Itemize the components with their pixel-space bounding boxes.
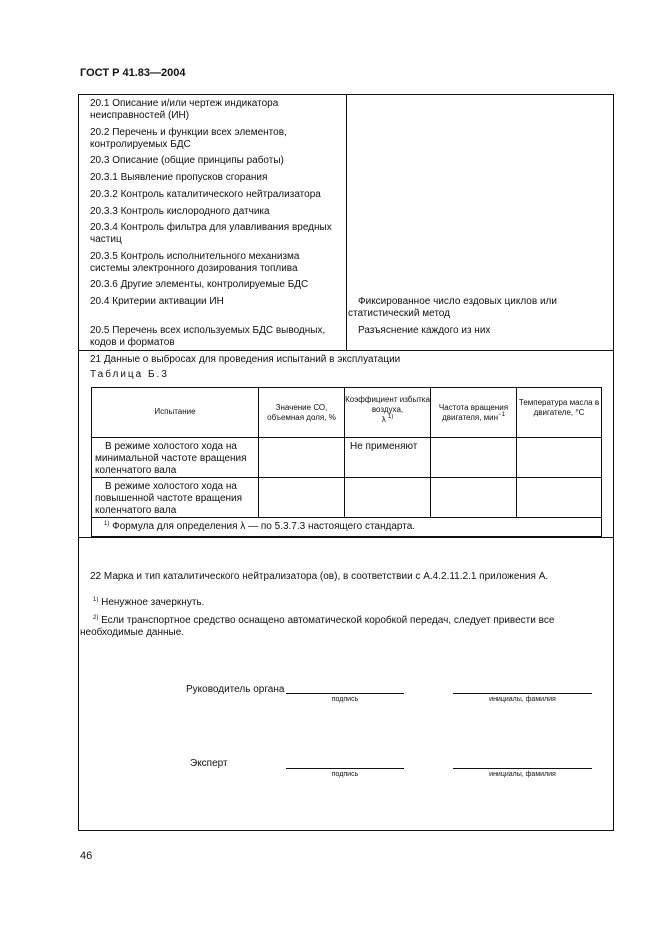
header-rpm xyxy=(431,403,516,423)
expert-signature-caption: подпись xyxy=(331,771,359,778)
footnote-2-text: Если транспортное средство оснащено автоматической коробкой передач, следует привести все необходимые данные. xyxy=(80,615,555,638)
item-20-1: 20.1 Описание и/или чертеж индикатора неисправностей (ИН) xyxy=(90,98,279,121)
section-divider xyxy=(78,350,614,351)
item-20-4: 20.4 Критерии активации ИН xyxy=(90,296,224,307)
item-20-5: 20.5 Перечень всех используемых БДС выводных, кодов и форматов xyxy=(90,325,326,348)
row-1-test: В режиме холостого хода на минимальной частоте вращения коленчатого вала xyxy=(95,441,247,476)
rpm-unit-exponent: −1 xyxy=(498,412,505,418)
row-2-test: В режиме холостого хода на повышенной частоте вращения коленчатого вала xyxy=(95,481,243,516)
table-row-line xyxy=(91,437,602,438)
item-20-3-5: 20.3.5 Контроль исполнительного механизма системы электронного дозирования топлива xyxy=(90,251,300,274)
header-lambda xyxy=(345,395,430,425)
item-20-4-value: Фиксированное число ездовых циклов или статистический метод xyxy=(348,296,557,319)
document-code: ГОСТ Р 41.83—2004 xyxy=(80,67,186,79)
row-1-lambda: Не применяют xyxy=(350,441,418,452)
header-lambda-text: Коэффициент избытка воздуха, xyxy=(345,395,430,414)
expert-name-line xyxy=(453,768,592,769)
table-footnote xyxy=(104,521,584,533)
item-20-3-2: 20.3.2 Контроль каталитического нейтрализатора xyxy=(90,189,321,200)
item-20-3-3: 20.3.3 Контроль кислородного датчика xyxy=(90,206,270,217)
section-21-title: 21 Данные о выбросах для проведения испытаний в эксплуатации xyxy=(90,354,401,365)
lambda-footnote-mark: 1) xyxy=(387,414,394,420)
head-signature-line xyxy=(286,693,404,694)
item-20-3-1: 20.3.1 Выявление пропусков сгорания xyxy=(90,172,268,183)
item-20-3-4: 20.3.4 Контроль фильтра для улавливания вредных частиц xyxy=(90,222,332,245)
expert-name-caption: инициалы, фамилия xyxy=(489,771,556,778)
table-footnote-text: Формула для определения λ — по 5.3.7.3 настоящего стандарта. xyxy=(112,521,416,532)
item-20-3: 20.3 Описание (общие принципы работы) xyxy=(90,155,284,166)
head-name-caption: инициалы, фамилия xyxy=(489,696,556,703)
item-20-5-value: Разъяснение каждого из них xyxy=(358,325,491,336)
head-name-line xyxy=(453,693,592,694)
header-rpm-text: Частота вращения двигателя, мин xyxy=(438,403,509,422)
footnote-1 xyxy=(93,597,603,609)
header-test: Испытание xyxy=(154,407,196,416)
footnote-1-mark: 1) xyxy=(93,597,99,603)
table-row-line xyxy=(91,517,602,518)
head-signature-label: Руководитель органа xyxy=(186,684,285,695)
table-row-line xyxy=(91,477,602,478)
expert-signature-line xyxy=(286,768,404,769)
page-number: 46 xyxy=(80,850,93,862)
expert-signature-label: Эксперт xyxy=(190,758,228,769)
lambda-symbol: λ xyxy=(381,415,386,424)
footnote-2-mark: 2) xyxy=(93,615,99,621)
item-20-2: 20.2 Перечень и функции всех элементов, контролируемых БДС xyxy=(90,127,287,150)
header-co: Значение СО, объемная доля, % xyxy=(267,403,336,422)
head-signature-caption: подпись xyxy=(331,696,359,703)
item-20-3-6: 20.3.6 Другие элементы, контролируемые БДС xyxy=(90,279,309,290)
section-divider xyxy=(78,537,614,538)
footnote-1-text: Ненужное зачеркнуть. xyxy=(101,597,205,608)
table-label: Таблица Б.3 xyxy=(90,369,169,380)
header-temp: Температура масла в двигателе, °С xyxy=(518,398,600,417)
section-22-text: 22 Марка и тип каталитического нейтрализатора (ов), в соответствии с А.4.2.11.2.1 приложения А. xyxy=(90,571,549,582)
column-divider xyxy=(346,94,347,350)
footnote-2 xyxy=(80,615,610,639)
table-footnote-mark: 1) xyxy=(104,521,110,527)
